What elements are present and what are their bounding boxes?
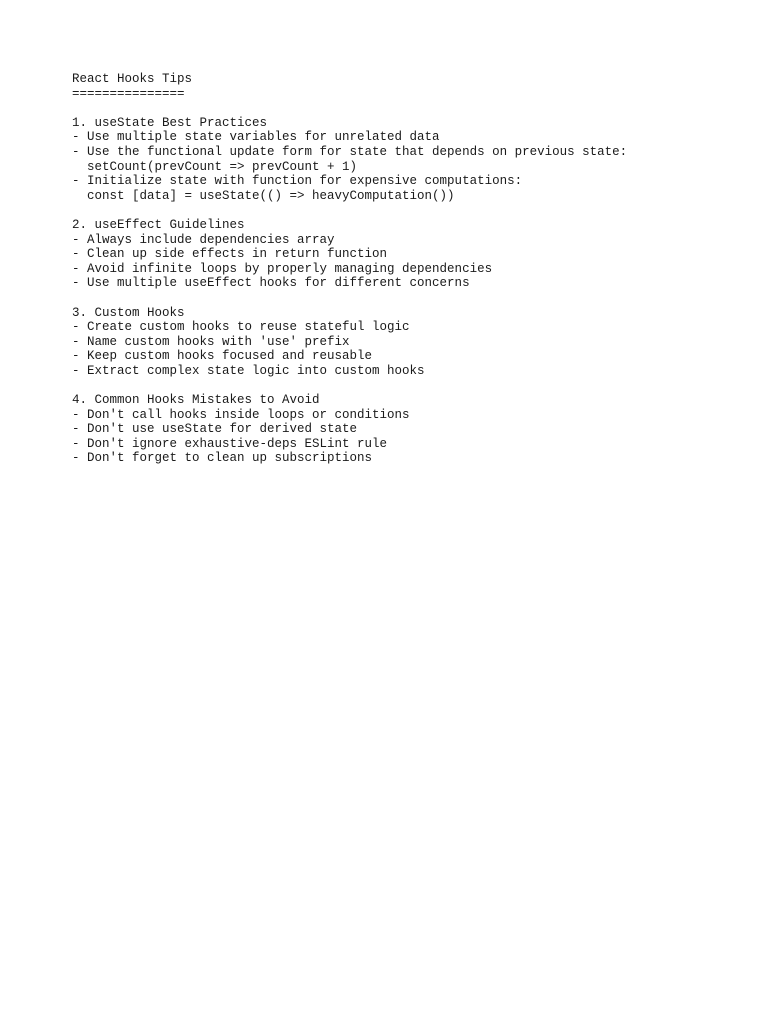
- section-heading: 1. useState Best Practices: [72, 115, 268, 130]
- section-custom-hooks: [72, 306, 768, 379]
- list-item: - Initialize state with function for expensive computations:: [72, 174, 523, 189]
- list-item: - Extract complex state logic into custom hooks: [72, 363, 425, 378]
- list-item: - Always include dependencies array: [72, 232, 335, 247]
- document-title: React Hooks Tips: [72, 72, 193, 86]
- code-line: setCount(prevCount => prevCount + 1): [72, 159, 358, 174]
- list-item: - Don't ignore exhaustive-deps ESLint rule: [72, 436, 388, 451]
- list-item: - Don't forget to clean up subscriptions: [72, 451, 373, 466]
- list-item: - Use multiple state variables for unrelated data: [72, 130, 440, 145]
- list-item: - Use multiple useEffect hooks for different concerns: [72, 276, 470, 291]
- section-heading: 4. Common Hooks Mistakes to Avoid: [72, 393, 320, 408]
- title-underline: ===============: [72, 86, 185, 101]
- list-item: - Use the functional update form for state that depends on previous state:: [72, 144, 628, 159]
- list-item: - Name custom hooks with 'use' prefix: [72, 334, 350, 349]
- list-item: - Create custom hooks to reuse stateful logic: [72, 320, 410, 335]
- list-item: - Keep custom hooks focused and reusable: [72, 349, 373, 364]
- blank-line: [72, 378, 768, 393]
- list-item: - Don't call hooks inside loops or conditions: [72, 407, 410, 422]
- blank-line: [72, 101, 768, 116]
- list-item: - Don't use useState for derived state: [72, 422, 358, 437]
- code-line: const [data] = useState(() => heavyComputation()): [72, 188, 455, 203]
- section-usestate: [72, 116, 768, 204]
- section-common-mistakes: [72, 393, 768, 466]
- list-item: - Avoid infinite loops by properly managing dependencies: [72, 261, 493, 276]
- section-heading: 3. Custom Hooks: [72, 305, 185, 320]
- blank-line: [72, 291, 768, 306]
- section-useeffect: [72, 218, 768, 291]
- section-heading: 2. useEffect Guidelines: [72, 217, 245, 232]
- list-item: - Clean up side effects in return function: [72, 247, 388, 262]
- blank-line: [72, 203, 768, 218]
